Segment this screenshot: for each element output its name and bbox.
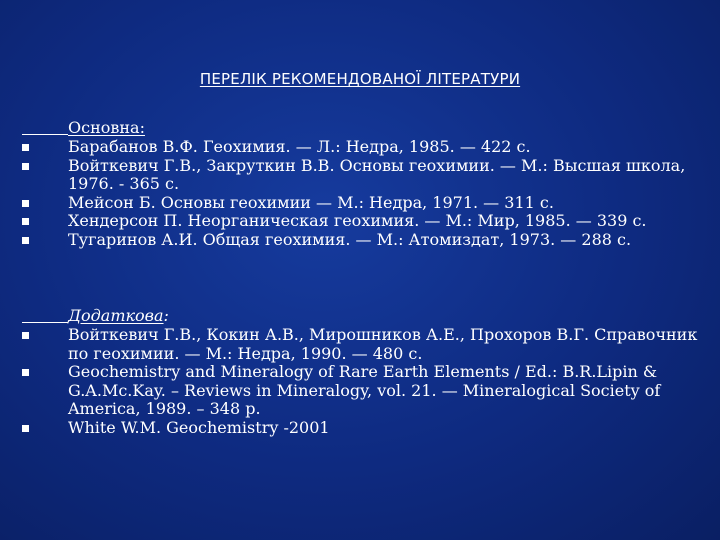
list-item-text: Барабанов В.Ф. Геохимия. — Л.: Недра, 1985. — 422 с. — [68, 137, 531, 156]
list-item — [22, 363, 712, 419]
list-item — [22, 419, 712, 438]
list-item — [22, 194, 712, 213]
square-bullet-icon — [22, 237, 29, 244]
list-item-text: Хендерсон П. Неорганическая геохимия. — М.: Мир, 1985. — 339 с. — [68, 211, 647, 230]
square-bullet-icon — [22, 369, 29, 376]
square-bullet-icon — [22, 200, 29, 207]
list-item-text: Тугаринов А.И. Общая геохимия. — М.: Атомиздат, 1973. — 288 с. — [68, 229, 632, 249]
page-title: ПЕРЕЛІК РЕКОМЕНДОВАНОЇ ЛІТЕРАТУРИ — [199, 70, 521, 88]
square-bullet-icon — [22, 332, 29, 339]
additional-heading-label: Додаткова — [68, 306, 164, 325]
additional-heading-colon: : — [163, 306, 169, 325]
additional-literature-list — [22, 326, 712, 437]
list-item — [22, 326, 712, 363]
main-heading-label: Основна: — [68, 118, 145, 137]
list-item — [22, 138, 712, 157]
list-item-text: Мейсон Б. Основы геохимии — М.: Недра, 1971. — 311 с. — [68, 192, 554, 212]
list-item-text: Войткевич Г.В., Кокин А.В., Мирошников А.Е., Прохоров В.Г. Справочник по геохимии. — М.: Недра, 1990. — 480 с. — [68, 325, 698, 363]
main-literature-heading — [22, 118, 712, 138]
square-bullet-icon — [22, 144, 29, 151]
heading-lead-line — [22, 322, 68, 323]
additional-literature-section — [22, 306, 712, 437]
list-item-text: Войткевич Г.В., Закруткин В.В. Основы геохимии. — М.: Высшая школа, 1976. - 365 с. — [68, 155, 686, 193]
square-bullet-icon — [22, 425, 29, 432]
additional-literature-heading — [22, 306, 712, 326]
list-item-text: Geochemistry and Mineralogy of Rare Earth Elements / Ed.: B.R.Lipin & G.A.Mc.Kay. – Reviews in Mineralogy, vol. 21. — Mineralogical Society of America, 1989. – 348 p. — [68, 362, 661, 418]
list-item — [22, 157, 712, 194]
main-literature-list — [22, 138, 712, 249]
heading-lead-line — [22, 134, 68, 135]
main-literature-section — [22, 118, 712, 249]
square-bullet-icon — [22, 163, 29, 170]
list-item-text: White W.M. Geochemistry -2001 — [68, 417, 330, 437]
list-item — [22, 231, 712, 250]
list-item — [22, 212, 712, 231]
square-bullet-icon — [22, 218, 29, 225]
